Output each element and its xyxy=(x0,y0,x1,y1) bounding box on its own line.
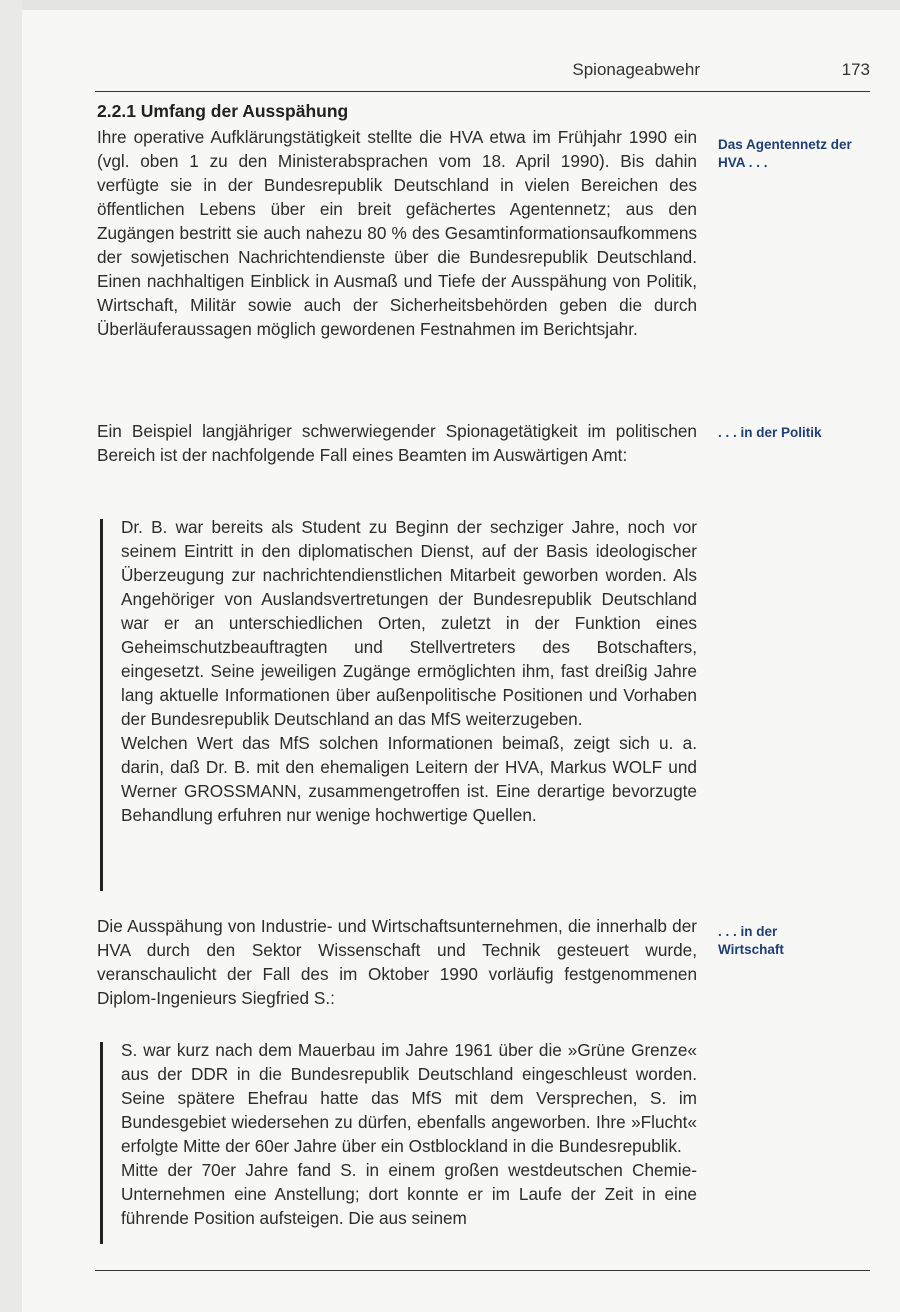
quote-case-dr-b-part-1: Dr. B. war bereits als Student zu Beginn der sechziger Jahre, noch vor seinem Eintritt in den diplomatischen Dienst, auf der Basis ideologischer Überzeugung zur nachrichtendienstlichen Mitarbeit geworben worden. Als Angehöriger von Auslandsvertretungen der Bundesrepublik Deutschland war er an unterschiedlichen Orten, zuletzt in der Funktion eines Geheimschutzbeauftragten und Stellvertreters des Botschafters, eingesetzt. Seine jeweiligen Zugänge ermöglichten ihm, fast dreißig Jahre lang aktuelle Informationen über außenpolitische Positionen und Vorhaben der Bundesrepublik Deutschland an das MfS weiterzugeben. xyxy=(121,517,697,729)
paragraph-intro: Ihre operative Aufklärungstätigkeit stellte die HVA etwa im Frühjahr 1990 ein (vgl. oben 1 zu den Ministerabsprachen vom 18. April 1990). Bis dahin verfügte sie in der Bundesrepublik Deutschland in vielen Bereichen des öffentlichen Lebens über ein breit gefächertes Agentennetz; aus den Zugängen bestritt sie auch nahezu 80 % des Gesamtinformationsaufkommens der sowjetischen Nachrichtendienste über die Bundesrepublik Deutschland. Einen nachhaltigen Einblick in Ausmaß und Tiefe der Ausspähung von Politik, Wirtschaft, Militär sowie auch der Sicherheitsbehörden geben die durch Überläuferaussagen möglich gewordenen Festnahmen im Berichtsjahr. xyxy=(97,127,697,339)
paragraph-politik: Ein Beispiel langjähriger schwerwiegender Spionagetätigkeit im politischen Bereich ist der nachfolgende Fall eines Beamten im Auswärtigen Amt: xyxy=(97,421,697,465)
paragraph-wirtschaft: Die Ausspähung von Industrie- und Wirtschaftsunternehmen, die innerhalb der HVA durch den Sektor Wissenschaft und Technik gesteuert wurde, veranschaulicht der Fall des im Oktober 1990 vorläufig festgenommenen Diplom-Ingenieurs Siegfried S.: xyxy=(97,916,697,1008)
quote-case-siegfried-s-part-1: S. war kurz nach dem Mauerbau im Jahre 1961 über die »Grüne Grenze« aus der DDR in die Bundesrepublik Deutschland eingeschleust worden. Seine spätere Ehefrau hatte das MfS mit dem Versprechen, S. im Bundesgebiet wiedersehen zu dürfen, ebenfalls angeworben. Ihre »Flucht« erfolgte Mitte der 60er Jahre über ein Ostblockland in die Bundesrepublik. xyxy=(121,1040,697,1156)
quote-bar-2 xyxy=(100,1042,103,1244)
quote-case-dr-b xyxy=(121,515,697,827)
page-top-edge xyxy=(0,0,900,10)
quote-case-siegfried-s-part-2: Mitte der 70er Jahre fand S. in einem großen westdeutschen Chemie-Unternehmen eine Anstellung; dort konnte er im Laufe der Zeit in eine führende Position aufsteigen. Die aus seinem xyxy=(121,1160,697,1228)
margin-note-politik: . . . in der Politik xyxy=(718,425,822,440)
quote-bar-1 xyxy=(100,519,103,891)
footer-rule xyxy=(95,1270,870,1271)
quote-case-dr-b-part-2: Welchen Wert das MfS solchen Informationen beimaß, zeigt sich u. a. darin, daß Dr. B. mit den ehemaligen Leitern der HVA, Markus WOLF und Werner GROSSMANN, zusammengetroffen ist. Eine derartige bevorzugte Behandlung erfuhren nur wenige hochwertige Quellen. xyxy=(121,733,697,825)
margin-note-agentennetz: Das Agentennetz der HVA . . . xyxy=(718,137,852,170)
header-rule xyxy=(95,91,870,92)
page-left-edge xyxy=(0,0,22,1312)
page-number: 173 xyxy=(841,60,870,79)
section-heading: 2.2.1 Umfang der Ausspähung xyxy=(97,101,349,121)
quote-case-siegfried-s xyxy=(121,1038,697,1230)
margin-note-wirtschaft: . . . in der Wirtschaft xyxy=(718,924,784,957)
running-title: Spionageabwehr xyxy=(572,60,700,79)
